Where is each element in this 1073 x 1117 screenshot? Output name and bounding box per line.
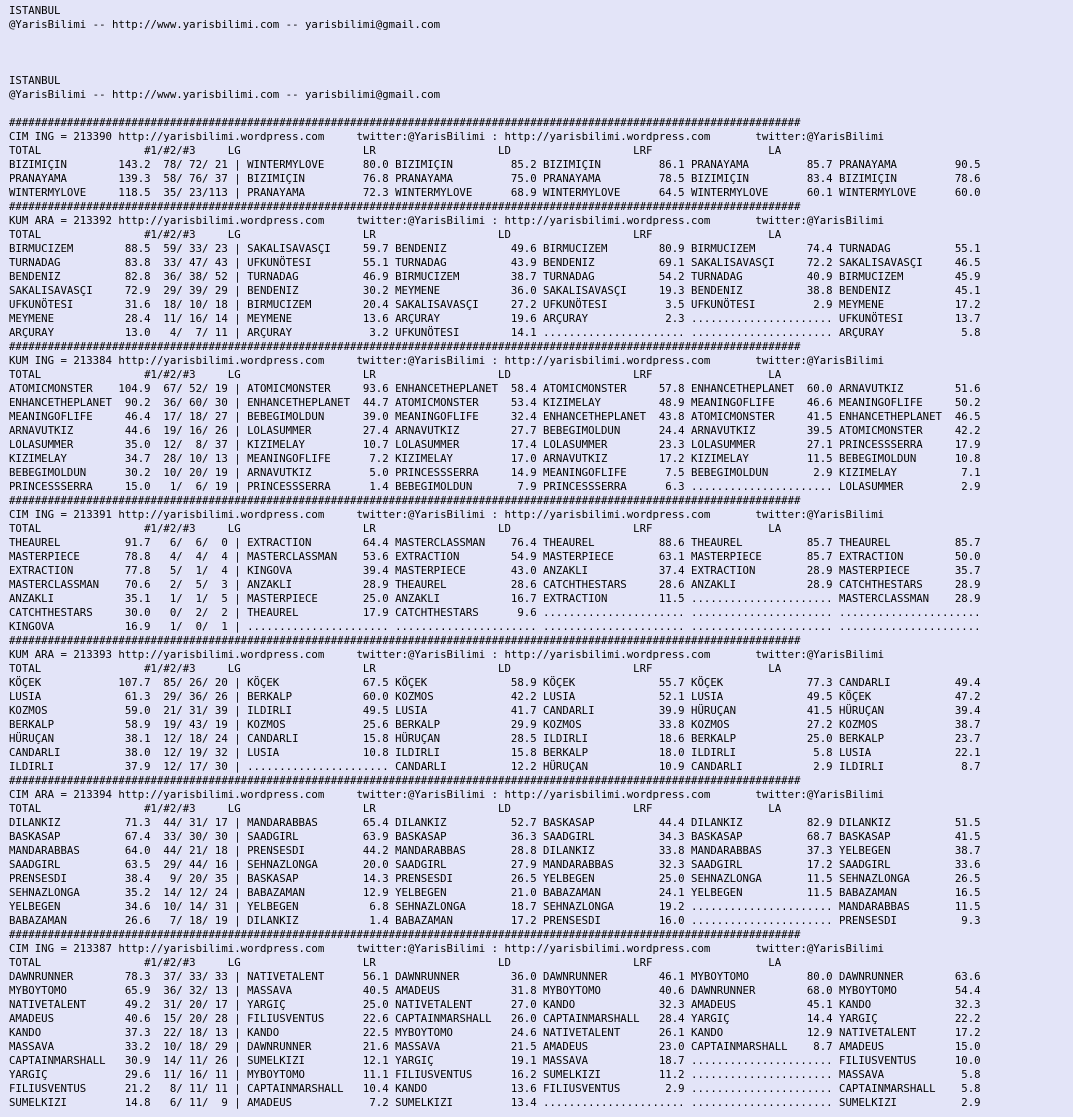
column-header: TOTAL #1/#2/#3 LG LR LD LRF LA [9,956,782,969]
city-title: ISTANBUL [9,74,61,87]
section-divider: ########################################################################################################################### [9,116,801,129]
result-row: KÖÇEK 107.7 85/ 26/ 20 | KÖÇEK 67.5 KÖÇEK 58.9 KÖÇEK 55.7 KÖÇEK 77.3 CANDARLI 49.4 [9,676,981,689]
contact-line: @YarisBilimi -- http://www.yarisbilimi.com -- yarisbilimi@gmail.com [9,18,441,31]
column-header: TOTAL #1/#2/#3 LG LR LD LRF LA [9,228,782,241]
column-header: TOTAL #1/#2/#3 LG LR LD LRF LA [9,802,782,815]
result-row: MANDARABBAS 64.0 44/ 21/ 18 | PRENSESDI 44.2 MANDARABBAS 28.8 DILANKIZ 33.8 MANDARABBAS 37.3 YELBEGEN 38.7 [9,844,981,857]
race-header: KUM ING = 213384 http://yarisbilimi.wordpress.com twitter:@YarisBilimi : http://yarisbilimi.wordpress.com twitter:@YarisBilimi [9,354,885,367]
result-row: YARGIÇ 29.6 11/ 16/ 11 | MYBOYTOMO 11.1 FILIUSVENTUS 16.2 SUMELKIZI 11.2 ...................... MASSAVA 5.8 [9,1068,981,1081]
result-row: BIZIMIÇIN 143.2 78/ 72/ 21 | WINTERMYLOVE 80.0 BIZIMIÇIN 85.2 BIZIMIÇIN 86.1 PRANAYAMA 85.7 PRANAYAMA 90.5 [9,158,981,171]
result-row: MEYMENE 28.4 11/ 16/ 14 | MEYMENE 13.6 ARÇURAY 19.6 ARÇURAY 2.3 ...................... UFKUNÖTESI 13.7 [9,312,981,325]
result-row: CATCHTHESTARS 30.0 0/ 2/ 2 | THEAUREL 17.9 CATCHTHESTARS 9.6 ...................... ...................... ...................... [9,606,981,619]
result-row: BENDENIZ 82.8 36/ 38/ 52 | TURNADAG 46.9 BIRMUCIZEM 38.7 TURNADAG 54.2 TURNADAG 40.9 BIRMUCIZEM 45.9 [9,270,981,283]
result-row: KINGOVA 16.9 1/ 0/ 1 | ...................... ...................... ...................... ...................... ...................... [9,620,981,633]
result-row: PRINCESSSERRA 15.0 1/ 6/ 19 | PRINCESSSERRA 1.4 BEBEGIMOLDUN 7.9 PRINCESSSERRA 6.3 ...................... LOLASUMMER 2.9 [9,480,981,493]
result-row: PRANAYAMA 139.3 58/ 76/ 37 | BIZIMIÇIN 76.8 PRANAYAMA 75.0 PRANAYAMA 78.5 BIZIMIÇIN 83.4 BIZIMIÇIN 78.6 [9,172,981,185]
blank-line [9,46,1073,60]
result-row: SEHNAZLONGA 35.2 14/ 12/ 24 | BABAZAMAN 12.9 YELBEGEN 21.0 BABAZAMAN 24.1 YELBEGEN 11.5 BABAZAMAN 16.5 [9,886,981,899]
result-row: UFKUNÖTESI 31.6 18/ 10/ 18 | BIRMUCIZEM 20.4 SAKALISAVASÇI 27.2 UFKUNÖTESI 3.5 UFKUNÖTESI 2.9 MEYMENE 17.2 [9,298,981,311]
blank-line [9,60,1073,74]
result-row: CAPTAINMARSHALL 30.9 14/ 11/ 26 | SUMELKIZI 12.1 YARGIÇ 19.1 MASSAVA 18.7 ...................... FILIUSVENTUS 10.0 [9,1054,981,1067]
result-row: WINTERMYLOVE 118.5 35/ 23/113 | PRANAYAMA 72.3 WINTERMYLOVE 68.9 WINTERMYLOVE 64.5 WINTERMYLOVE 60.1 WINTERMYLOVE 60.0 [9,186,981,199]
result-row: YELBEGEN 34.6 10/ 14/ 31 | YELBEGEN 6.8 SEHNAZLONGA 18.7 SEHNAZLONGA 19.2 ...................... MANDARABBAS 11.5 [9,900,981,913]
contact-line: @YarisBilimi -- http://www.yarisbilimi.com -- yarisbilimi@gmail.com [9,88,441,101]
result-row: ARNAVUTKIZ 44.6 19/ 16/ 26 | LOLASUMMER 27.4 ARNAVUTKIZ 27.7 BEBEGIMOLDUN 24.4 ARNAVUTKIZ 39.5 ATOMICMONSTER 42.2 [9,424,981,437]
result-row: ATOMICMONSTER 104.9 67/ 52/ 19 | ATOMICMONSTER 93.6 ENHANCETHEPLANET 58.4 ATOMICMONSTER 57.8 ENHANCETHEPLANET 60.0 ARNAVUTKIZ 51.6 [9,382,981,395]
result-row: NATIVETALENT 49.2 31/ 20/ 17 | YARGIÇ 25.0 NATIVETALENT 27.0 KANDO 32.3 AMADEUS 45.1 KANDO 32.3 [9,998,981,1011]
column-header: TOTAL #1/#2/#3 LG LR LD LRF LA [9,144,782,157]
result-row: SAKALISAVASÇI 72.9 29/ 39/ 29 | BENDENIZ 30.2 MEYMENE 36.0 SAKALISAVASÇI 19.3 BENDENIZ 38.8 BENDENIZ 45.1 [9,284,981,297]
result-row: MASSAVA 33.2 10/ 18/ 29 | DAWNRUNNER 21.6 MASSAVA 21.5 AMADEUS 23.0 CAPTAINMARSHALL 8.7 AMADEUS 15.0 [9,1040,981,1053]
result-row: LOLASUMMER 35.0 12/ 8/ 37 | KIZIMELAY 10.7 LOLASUMMER 17.4 LOLASUMMER 23.3 LOLASUMMER 27.1 PRINCESSSERRA 17.9 [9,438,981,451]
result-row: EXTRACTION 77.8 5/ 1/ 4 | KINGOVA 39.4 MASTERPIECE 43.0 ANZAKLI 37.4 EXTRACTION 28.9 MASTERPIECE 35.7 [9,564,981,577]
result-row: BASKASAP 67.4 33/ 30/ 30 | SAADGIRL 63.9 BASKASAP 36.3 SAADGIRL 34.3 BASKASAP 68.7 BASKASAP 41.5 [9,830,981,843]
result-row: TURNADAG 83.8 33/ 47/ 43 | UFKUNÖTESI 55.1 TURNADAG 43.9 BENDENIZ 69.1 SAKALISAVASÇI 72.2 SAKALISAVASÇI 46.5 [9,256,981,269]
section-divider: ########################################################################################################################### [9,494,801,507]
section-divider: ########################################################################################################################### [9,200,801,213]
result-row: FILIUSVENTUS 21.2 8/ 11/ 11 | CAPTAINMARSHALL 10.4 KANDO 13.6 FILIUSVENTUS 2.9 ...................... CAPTAINMARSHALL 5.8 [9,1082,981,1095]
section-divider: ########################################################################################################################### [9,928,801,941]
section-divider: ########################################################################################################################### [9,774,801,787]
result-row: CANDARLI 38.0 12/ 19/ 32 | LUSIA 10.8 ILDIRLI 15.8 BERKALP 18.0 ILDIRLI 5.8 LUSIA 22.1 [9,746,981,759]
result-row: AMADEUS 40.6 15/ 20/ 28 | FILIUSVENTUS 22.6 CAPTAINMARSHALL 26.0 CAPTAINMARSHALL 28.4 YARGIÇ 14.4 YARGIÇ 22.2 [9,1012,981,1025]
result-row: PRENSESDI 38.4 9/ 20/ 35 | BASKASAP 14.3 PRENSESDI 26.5 YELBEGEN 25.0 SEHNAZLONGA 11.5 SEHNAZLONGA 26.5 [9,872,981,885]
blank-line [9,32,1073,46]
section-divider: ########################################################################################################################### [9,340,801,353]
result-row: KOZMOS 59.0 21/ 31/ 39 | ILDIRLI 49.5 LUSIA 41.7 CANDARLI 39.9 HÜRUÇAN 41.5 HÜRUÇAN 39.4 [9,704,981,717]
result-row: MASTERPIECE 78.8 4/ 4/ 4 | MASTERCLASSMAN 53.6 EXTRACTION 54.9 MASTERPIECE 63.1 MASTERPIECE 85.7 EXTRACTION 50.0 [9,550,981,563]
result-row: LUSIA 61.3 29/ 36/ 26 | BERKALP 60.0 KOZMOS 42.2 LUSIA 52.1 LUSIA 49.5 KÖÇEK 47.2 [9,690,981,703]
race-header: CIM ING = 213391 http://yarisbilimi.wordpress.com twitter:@YarisBilimi : http://yarisbilimi.wordpress.com twitter:@YarisBilimi [9,508,885,521]
result-row: BERKALP 58.9 19/ 43/ 19 | KOZMOS 25.6 BERKALP 29.9 KOZMOS 33.8 KOZMOS 27.2 KOZMOS 38.7 [9,718,981,731]
city-title: ISTANBUL [9,4,61,17]
column-header: TOTAL #1/#2/#3 LG LR LD LRF LA [9,522,782,535]
result-row: MASTERCLASSMAN 70.6 2/ 5/ 3 | ANZAKLI 28.9 THEAUREL 28.6 CATCHTHESTARS 28.6 ANZAKLI 28.9 CATCHTHESTARS 28.9 [9,578,981,591]
result-row: ENHANCETHEPLANET 90.2 36/ 60/ 30 | ENHANCETHEPLANET 44.7 ATOMICMONSTER 53.4 KIZIMELAY 48.9 MEANINGOFLIFE 46.6 MEANINGOFLIFE 50.2 [9,396,981,409]
result-row: ANZAKLI 35.1 1/ 1/ 5 | MASTERPIECE 25.0 ANZAKLI 16.7 EXTRACTION 11.5 ...................... MASTERCLASSMAN 28.9 [9,592,981,605]
result-row: ARÇURAY 13.0 4/ 7/ 11 | ARÇURAY 3.2 UFKUNÖTESI 14.1 ...................... ...................... ARÇURAY 5.8 [9,326,981,339]
race-header: KUM ARA = 213392 http://yarisbilimi.wordpress.com twitter:@YarisBilimi : http://yarisbilimi.wordpress.com twitter:@YarisBilimi [9,214,885,227]
result-row: BIRMUCIZEM 88.5 59/ 33/ 23 | SAKALISAVASÇI 59.7 BENDENIZ 49.6 BIRMUCIZEM 80.9 BIRMUCIZEM 74.4 TURNADAG 55.1 [9,242,981,255]
race-header: CIM ING = 213390 http://yarisbilimi.wordpress.com twitter:@YarisBilimi : http://yarisbilimi.wordpress.com twitter:@YarisBilimi [9,130,885,143]
result-row: DILANKIZ 71.3 44/ 31/ 17 | MANDARABBAS 65.4 DILANKIZ 52.7 BASKASAP 44.4 DILANKIZ 82.9 DILANKIZ 51.5 [9,816,981,829]
result-row: KANDO 37.3 22/ 18/ 13 | KANDO 22.5 MYBOYTOMO 24.6 NATIVETALENT 26.1 KANDO 12.9 NATIVETALENT 17.2 [9,1026,981,1039]
result-row: SUMELKIZI 14.8 6/ 11/ 9 | AMADEUS 7.2 SUMELKIZI 13.4 ...................... ...................... SUMELKIZI 2.9 [9,1096,981,1109]
blank-line [9,102,1073,116]
race-header: KUM ARA = 213393 http://yarisbilimi.wordpress.com twitter:@YarisBilimi : http://yarisbilimi.wordpress.com twitter:@YarisBilimi [9,648,885,661]
result-row: MEANINGOFLIFE 46.4 17/ 18/ 27 | BEBEGIMOLDUN 39.0 MEANINGOFLIFE 32.4 ENHANCETHEPLANET 43.8 ATOMICMONSTER 41.5 ENHANCETHEPLANET 46.5 [9,410,981,423]
race-header: CIM ING = 213387 http://yarisbilimi.wordpress.com twitter:@YarisBilimi : http://yarisbilimi.wordpress.com twitter:@YarisBilimi [9,942,885,955]
result-row: SAADGIRL 63.5 29/ 44/ 16 | SEHNAZLONGA 20.0 SAADGIRL 27.9 MANDARABBAS 32.3 SAADGIRL 17.2 SAADGIRL 33.6 [9,858,981,871]
column-header: TOTAL #1/#2/#3 LG LR LD LRF LA [9,662,782,675]
race-header: CIM ARA = 213394 http://yarisbilimi.wordpress.com twitter:@YarisBilimi : http://yarisbilimi.wordpress.com twitter:@YarisBilimi [9,788,885,801]
result-row: ILDIRLI 37.9 12/ 17/ 30 | ...................... CANDARLI 12.2 HÜRUÇAN 10.9 CANDARLI 2.9 ILDIRLI 8.7 [9,760,981,773]
result-row: DAWNRUNNER 78.3 37/ 33/ 33 | NATIVETALENT 56.1 DAWNRUNNER 36.0 DAWNRUNNER 46.1 MYBOYTOMO 80.0 DAWNRUNNER 63.6 [9,970,981,983]
result-row: THEAUREL 91.7 6/ 6/ 0 | EXTRACTION 64.4 MASTERCLASSMAN 76.4 THEAUREL 88.6 THEAUREL 85.7 THEAUREL 85.7 [9,536,981,549]
result-row: BEBEGIMOLDUN 30.2 10/ 20/ 19 | ARNAVUTKIZ 5.0 PRINCESSSERRA 14.9 MEANINGOFLIFE 7.5 BEBEGIMOLDUN 2.9 KIZIMELAY 7.1 [9,466,981,479]
result-row: KIZIMELAY 34.7 28/ 10/ 13 | MEANINGOFLIFE 7.2 KIZIMELAY 17.0 ARNAVUTKIZ 17.2 KIZIMELAY 11.5 BEBEGIMOLDUN 10.8 [9,452,981,465]
result-row: HÜRUÇAN 38.1 12/ 18/ 24 | CANDARLI 15.8 HÜRUÇAN 28.5 ILDIRLI 18.6 BERKALP 25.0 BERKALP 23.7 [9,732,981,745]
section-divider: ########################################################################################################################### [9,634,801,647]
result-row: MYBOYTOMO 65.9 36/ 32/ 13 | MASSAVA 40.5 AMADEUS 31.8 MYBOYTOMO 40.6 DAWNRUNNER 68.0 MYBOYTOMO 54.4 [9,984,981,997]
column-header: TOTAL #1/#2/#3 LG LR LD LRF LA [9,368,782,381]
result-row: BABAZAMAN 26.6 7/ 18/ 19 | DILANKIZ 1.4 BABAZAMAN 17.2 PRENSESDI 16.0 ...................... PRENSESDI 9.3 [9,914,981,927]
